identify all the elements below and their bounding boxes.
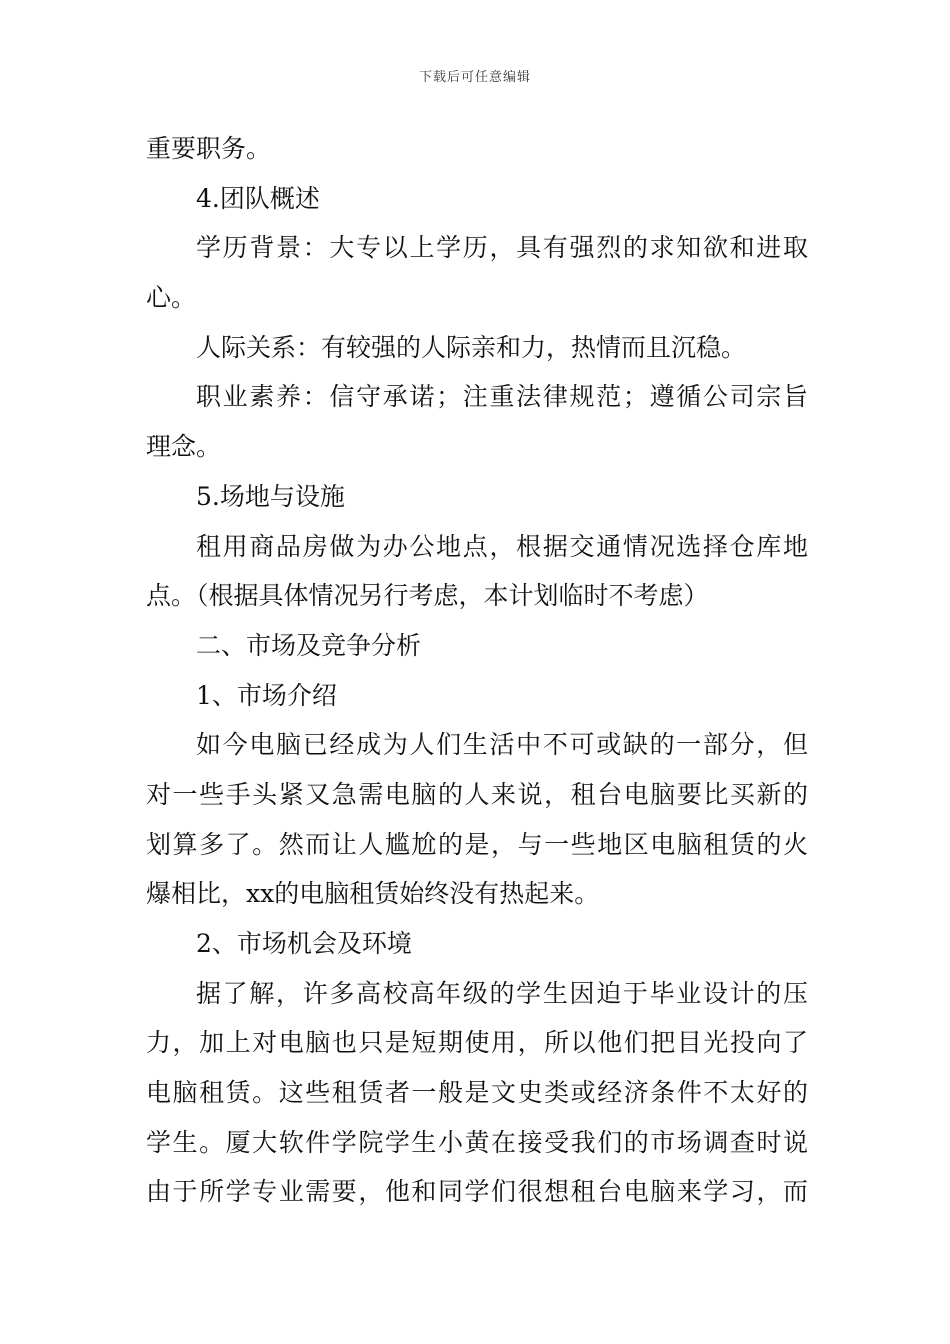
section-heading: 1、市场介绍 [196,680,337,710]
paragraph-line: 据了解，许多高校高年级的学生因迫于毕业设计的压 [196,978,808,1008]
paragraph-line: 由于所学专业需要，他和同学们很想租台电脑来学习，而 [146,1177,808,1207]
paragraph-line: 学生。厦大软件学院学生小黄在接受我们的市场调查时说 [146,1127,808,1157]
document-body [146,124,808,1217]
paragraph-line: 心。 [146,283,197,313]
paragraph-line: 对一些手头紧又急需电脑的人来说，租台电脑要比买新的 [146,779,808,809]
section-heading: 4.团队概述 [196,183,320,213]
section-heading: 2、市场机会及环境 [196,929,412,958]
paragraph-line: 电脑租赁。这些租赁者一般是文史类或经济条件不太好的 [146,1078,808,1108]
paragraph-line: 点。（根据具体情况另行考虑，本计划临时不考虑） [146,581,709,611]
page-header-note: 下载后可任意编辑 [418,70,531,85]
paragraph-line: 学历背景：大专以上学历，具有强烈的求知欲和进取 [196,233,808,263]
paragraph-line: 力，加上对电脑也只是短期使用，所以他们把目光投向了 [146,1028,808,1058]
paragraph-line: 划算多了。然而让人尴尬的是，与一些地区电脑租赁的火 [146,829,808,859]
section-heading: 5.场地与设施 [196,481,345,511]
paragraph-line: 爆相比，xx的电脑租赁始终没有热起来。 [146,879,600,909]
paragraph-line: 人际关系：有较强的人际亲和力，热情而且沉稳。 [196,332,747,362]
paragraph-line: 职业素养：信守承诺；注重法律规范；遵循公司宗旨 [196,382,808,412]
paragraph-line: 如今电脑已经成为人们生活中不可或缺的一部分，但 [196,730,808,760]
paragraph-line: 重要职务。 [146,134,272,163]
paragraph-line: 租用商品房做为办公地点，根据交通情况选择仓库地 [196,531,808,561]
chapter-heading: 二、市场及竞争分析 [196,630,422,660]
paragraph-line: 理念。 [146,432,222,462]
